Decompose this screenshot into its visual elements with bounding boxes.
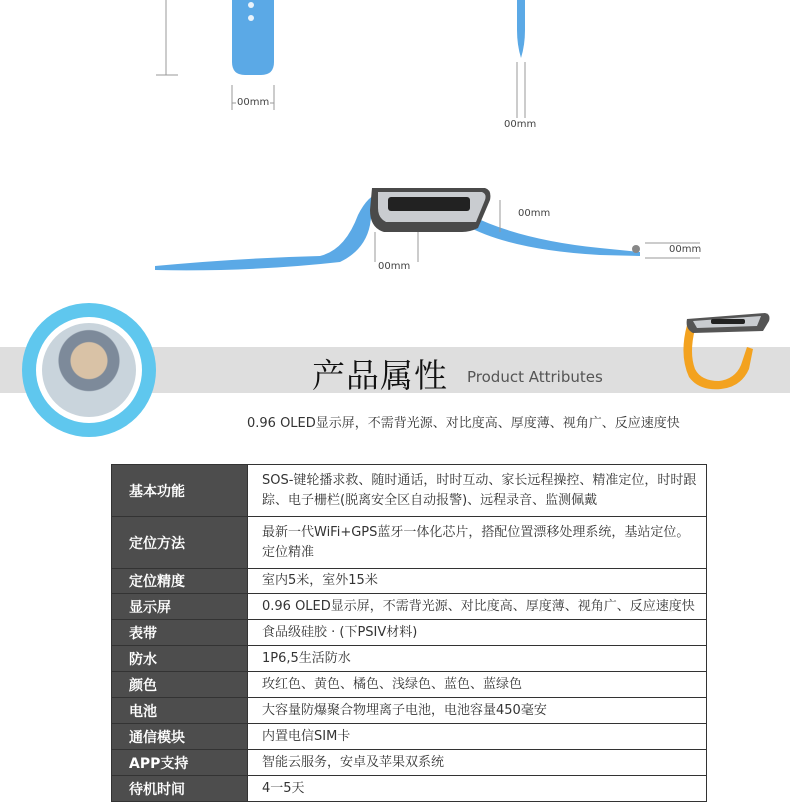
module-height-dimension: 00mm: [518, 208, 551, 219]
attributes-table: [111, 464, 707, 802]
attribute-key: 显示屏: [112, 594, 248, 620]
attribute-key: 待机时间: [112, 776, 248, 802]
table-row: [112, 776, 707, 802]
table-row: [112, 750, 707, 776]
band-thickness-dimension: 00mm: [504, 119, 537, 130]
attribute-key: 电池: [112, 698, 248, 724]
attribute-value: 内置电信SIM卡: [248, 724, 707, 750]
child-photo: [42, 323, 136, 417]
attribute-value: 智能云服务，安卓及苹果双系统: [248, 750, 707, 776]
child-avatar: [22, 303, 156, 437]
attribute-key: 防水: [112, 646, 248, 672]
attribute-value: 大容量防爆聚合物埋离子电池，电池容量450毫安: [248, 698, 707, 724]
section-title: 产品属性: [312, 356, 448, 395]
section-subtitle: Product Attributes: [467, 368, 603, 386]
attribute-key: 定位方法: [112, 517, 248, 569]
attribute-value: SOS-键轮播求救、随时通话，时时互动、家长远程操控、精准定位，时时跟踪、电子栅栏(脱离安全区自动报警)、远程录音、监测佩戴: [248, 465, 707, 517]
attribute-key: APP支持: [112, 750, 248, 776]
table-row: [112, 646, 707, 672]
table-row: [112, 620, 707, 646]
table-row: [112, 698, 707, 724]
attribute-key: 表带: [112, 620, 248, 646]
clasp-dimension: 00mm: [669, 244, 702, 255]
attribute-value: 玫红色、黄色、橘色、浅绿色、蓝色、蓝绿色: [248, 672, 707, 698]
attribute-key: 颜色: [112, 672, 248, 698]
feature-summary: 0.96 OLED显示屏，不需背光源、对比度高、厚度薄、视角广、反应速度快: [247, 416, 680, 431]
attribute-value: 食品级硅胶 · (下PSIV材料): [248, 620, 707, 646]
attribute-value: 1P6,5生活防水: [248, 646, 707, 672]
table-row: [112, 594, 707, 620]
orange-band-image: [675, 305, 775, 395]
table-row: [112, 517, 707, 569]
attribute-key: 通信模块: [112, 724, 248, 750]
table-row: [112, 569, 707, 594]
table-row: [112, 465, 707, 517]
attribute-key: 基本功能: [112, 465, 248, 517]
attribute-value: 室内5米，室外15米: [248, 569, 707, 594]
dimension-diagrams: [0, 0, 790, 300]
band-width-dimension: 00mm: [237, 97, 270, 108]
attribute-key: 定位精度: [112, 569, 248, 594]
band-dimension-drawing: [0, 0, 790, 300]
table-row: [112, 724, 707, 750]
attribute-value: 0.96 OLED显示屏，不需背光源、对比度高、厚度薄、视角广、反应速度快: [248, 594, 707, 620]
table-row: [112, 672, 707, 698]
attribute-value: 4一5天: [248, 776, 707, 802]
attribute-value: 最新一代WiFi+GPS蓝牙一体化芯片，搭配位置漂移处理系统，基站定位。定位精准: [248, 517, 707, 569]
band-width-side-dimension: 00mm: [378, 261, 411, 272]
